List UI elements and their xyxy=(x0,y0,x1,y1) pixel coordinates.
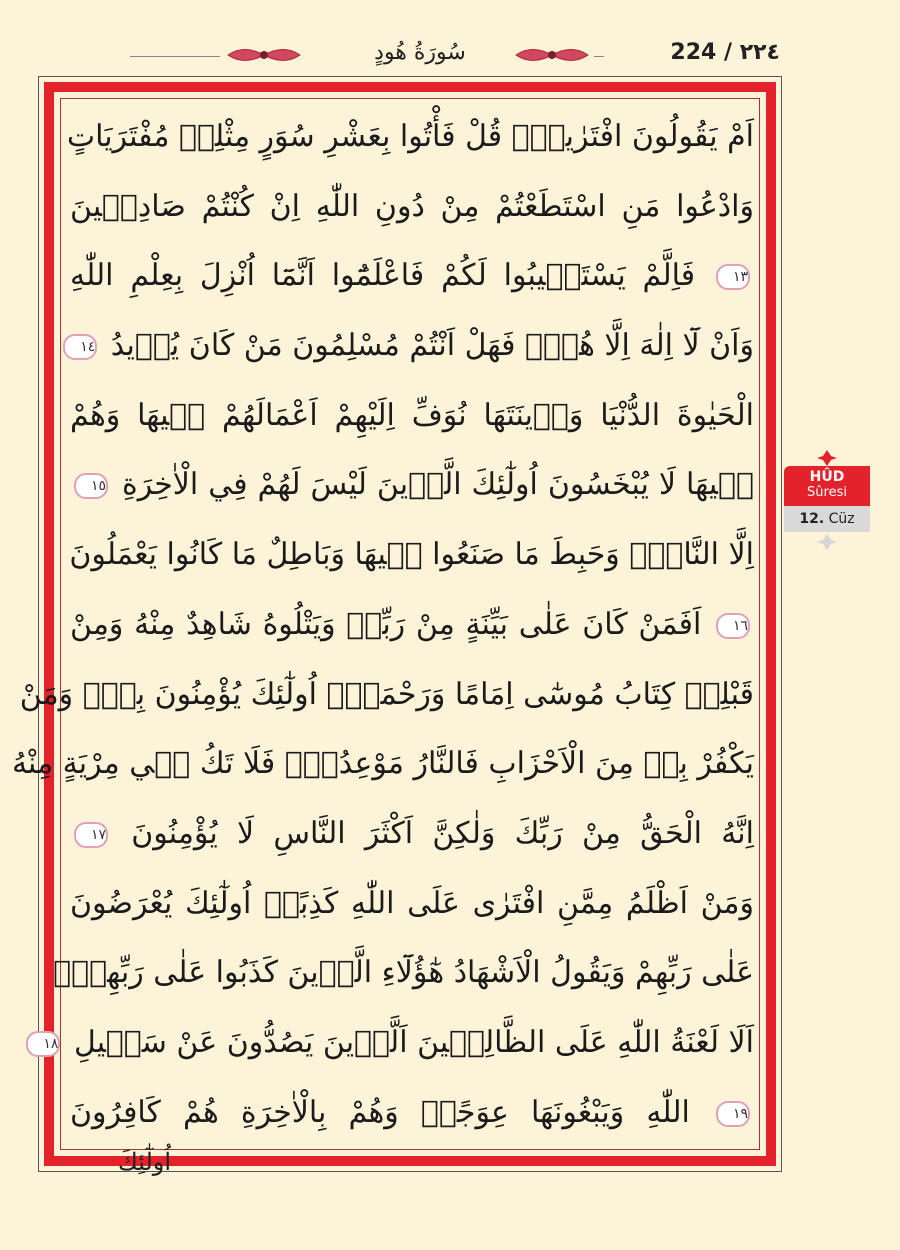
right-header-ornament xyxy=(512,42,592,68)
surah-title: سُورَةُ هُودٍ xyxy=(374,40,466,65)
text-line: اِلَّا النَّارُۘ وَحَبِطَ مَا صَنَعُوا فٖيهَا وَبَاطِلٌ مَا كَانُوا يَعْمَلُونَ xyxy=(69,537,754,573)
ayah-marker: ١٩ xyxy=(716,1101,750,1127)
text-line: وَاَنْ لَٓا اِلٰهَ اِلَّا هُوَۚ فَهَلْ اَنْتُمْ مُسْلِمُونَ مَنْ كَانَ يُرٖيدُ ١٤ xyxy=(70,311,754,381)
ayah-marker: ١٤ xyxy=(63,334,97,360)
page-header xyxy=(0,0,900,80)
text-line: وَادْعُوا مَنِ اسْتَطَعْتُمْ مِنْ دُونِ اللّٰهِ اِنْ كُنْتُمْ صَادِقٖينَ xyxy=(70,188,754,224)
text-line: يَكْفُرْ بِهٖ مِنَ الْاَحْزَابِ فَالنَّارُ مَوْعِدُهُۚ فَلَا تَكُ فٖي مِرْيَةٍ مِنْهُ xyxy=(11,746,754,782)
ayah-marker: ١٥ xyxy=(74,473,108,499)
text-line: الْحَيٰوةَ الدُّنْيَا وَزٖينَتَهَا نُوَفِّ اِلَيْهِمْ اَعْمَالَهُمْ فٖيهَا وَهُمْ xyxy=(70,397,754,433)
ayah-marker: ١٨ xyxy=(26,1031,60,1057)
quran-text-block xyxy=(11,102,754,1148)
text-line: فٖيهَا لَا يُبْخَسُونَ اُولٰٓئِكَ الَّذٖينَ لَيْسَ لَهُمْ فِي الْاٰخِرَةِ ١٥ xyxy=(70,450,754,520)
ayah-marker: ١٦ xyxy=(716,613,750,639)
text-line: ١٦ اَفَمَنْ كَانَ عَلٰى بَيِّنَةٍ مِنْ رَبِّهٖ وَيَتْلُوهُ شَاهِدٌ مِنْهُ وَمِنْ xyxy=(70,606,748,642)
surah-side-tab[interactable] xyxy=(784,466,870,532)
text-line: اَمْ يَقُولُونَ افْتَرٰيهُۜ قُلْ فَأْتُوا بِعَشْرِ سُوَرٍ مِثْلِهٖ مُفْتَرَيَاتٍ xyxy=(66,119,754,154)
header-rule-right xyxy=(594,56,604,57)
header-rule-left xyxy=(130,56,220,57)
ayah-marker: ١٧ xyxy=(74,822,108,848)
text-line: اِنَّهُ الْحَقُّ مِنْ رَبِّكَ وَلٰكِنَّ اَكْثَرَ النَّاسِ لَا يُؤْمِنُونَ ١٧ xyxy=(70,799,754,869)
text-line: وَمَنْ اَظْلَمُ مِمَّنِ افْتَرٰى عَلَى اللّٰهِ كَذِبًاۜ اُولٰٓئِكَ يُعْرَضُونَ xyxy=(70,885,754,921)
text-line: عَلٰى رَبِّهِمْ وَيَقُولُ الْاَشْهَادُ هٰٓؤُلَٓاءِ الَّذٖينَ كَذَبُوا عَلٰى رَبِّهِمْۚ xyxy=(53,955,754,991)
catchword: اُولٰٓئِكَ xyxy=(118,1148,172,1176)
ayah-marker: ١٣ xyxy=(716,264,750,290)
page-number: 224 / ٢٢٤ xyxy=(670,40,780,65)
juz-number: 12. xyxy=(799,511,825,527)
juz-label: Cüz xyxy=(828,511,855,527)
surah-name-badge xyxy=(784,466,870,506)
text-line: ١٩ اللّٰهِ وَيَبْغُونَهَا عِوَجًاۜ وَهُمْ بِالْاٰخِرَةِ هُمْ كَافِرُونَ xyxy=(70,1094,748,1130)
tab-ornament-bottom-icon xyxy=(817,534,837,550)
left-header-ornament xyxy=(224,42,304,68)
tab-ornament-icon xyxy=(817,450,837,466)
text-line: اَلَا لَعْنَةُ اللّٰهِ عَلَى الظَّالِمٖينَ اَلَّذٖينَ يَصُدُّونَ عَنْ سَبٖيلِ ١٨ xyxy=(70,1008,754,1078)
text-line: قَبْلِهٖ كِتَابُ مُوسٰٓى اِمَامًا وَرَحْمَةًۜ اُولٰٓئِكَ يُؤْمِنُونَ بِهٖۜ وَمَنْ xyxy=(19,676,754,712)
text-line: ١٣ فَاِلَّمْ يَسْتَجٖيبُوا لَكُمْ فَاعْلَمُٓوا اَنَّمَٓا اُنْزِلَ بِعِلْمِ اللّٰهِ xyxy=(70,258,748,294)
surah-label: Sûresi xyxy=(807,485,847,500)
surah-name: HÛD xyxy=(809,469,845,485)
juz-badge xyxy=(784,506,870,532)
